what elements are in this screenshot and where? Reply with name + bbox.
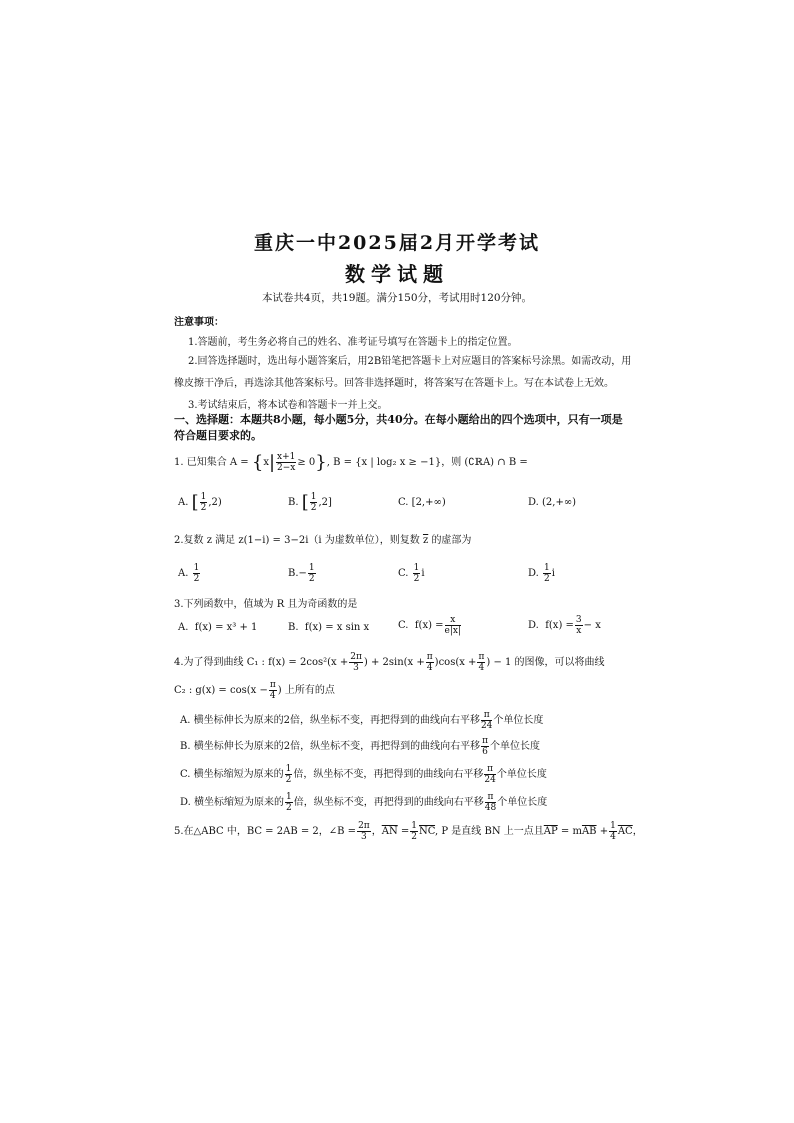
question-3: 3.下列函数中，值域为 R 且为奇函数的是 <box>174 599 358 610</box>
notice-3: 3.考试结束后，将本试卷和答题卡一并上交。 <box>188 400 388 411</box>
question-4-line2: C₂ : g(x) = cos(x − $\frac{\pi}{4}$ ) 上所有的点 <box>174 680 335 701</box>
q1-prefix: 1. 已知集合 A = <box>174 457 252 468</box>
q1-option-c[interactable]: C. [2,+∞) <box>398 497 446 508</box>
q1-seta-var: x <box>263 457 269 468</box>
notice-heading: 注意事项： <box>174 317 224 328</box>
q2-option-b[interactable]: B.− $\frac{1}{2}$ <box>288 563 315 584</box>
question-5: 5.在△ABC 中，BC = 2AB = 2，∠B = $\frac{2\pi}{3}$ ，$\overline{AN}$ = $\frac{1}{2}$ $\overline{NC}$, P 是直线 BN 上一点且$\overline{AP} = m\overline{AB}$ + $\frac{1}{4}$ $\overline{AC}$， <box>174 821 643 842</box>
q3-option-b[interactable]: B. f(x) = x sin x <box>288 622 370 633</box>
question-4-line1: 4.为了得到曲线 C₁ : f(x) = 2cos²(x + $\frac{2\pi}{3}$ ) + 2sin(x + $\frac{\pi}{4}$ )cos(x + $\frac{\pi}{4}$ ) − 1 的图像，可以将曲线 <box>174 652 605 673</box>
question-2: 2.复数 z 满足 z(1−i) = 3−2i（i 为虚数单位），则复数 $\overline{z}$ 的虚部为 <box>174 535 472 546</box>
q3-option-c[interactable]: C. f(x) = $\frac{x}{e|x|}$ <box>398 615 462 636</box>
q1-option-b[interactable]: B. [ $\frac{1}{2}$ ,2] <box>288 492 332 513</box>
section-heading: 一、选择题：本题共8小题，每小题5分，共40分。在每小题给出的四个选项中，只有一项是符合题目要求的。 <box>174 413 623 442</box>
q1-seta-fraction: $\frac{x+1}{2-x}$ <box>277 452 296 473</box>
q1-setb: , B = {x | log₂ x ≥ −1}，则 (∁ℝA) ∩ B = <box>326 457 528 468</box>
question-1: 1. 已知集合 A = {x| $\frac{x+1}{2-x}$ ≥ 0}, B = {x | log₂ x ≥ −1}，则 (∁ℝA) ∩ B = <box>174 452 528 473</box>
q2-option-c[interactable]: C. $\frac{1}{2}$ i <box>398 563 425 584</box>
q1-seta-cond: ≥ 0 <box>297 457 316 468</box>
q1-option-d[interactable]: D. (2,+∞) <box>528 497 577 508</box>
q4-option-a[interactable]: A. 横坐标伸长为原来的2倍，纵坐标不变，再把得到的曲线向右平移 $\frac{\pi}{24}$ 个单位长度 <box>180 710 544 731</box>
exam-title: 重庆一中2025届2月开学考试 <box>253 232 541 254</box>
notice-1: 1.答题前，考生务必将自己的姓名、准考证号填写在答题卡上的指定位置。 <box>188 337 518 348</box>
exam-info: 本试卷共4页，共19题。满分150分，考试用时120分钟。 <box>261 292 533 304</box>
q3-option-d[interactable]: D. f(x) = $\frac{3}{x}$ − x <box>528 615 601 636</box>
q3-option-a[interactable]: A. f(x) = x³ + 1 <box>178 622 258 633</box>
q4-option-c[interactable]: C. 横坐标缩短为原来的 $\frac{1}{2}$ 倍，纵坐标不变，再把得到的曲线向右平移 $\frac{\pi}{24}$ 个单位长度 <box>180 764 547 785</box>
q4-option-d[interactable]: D. 横坐标缩短为原来的 $\frac{1}{2}$ 倍，纵坐标不变，再把得到的曲线向右平移 $\frac{\pi}{48}$ 个单位长度 <box>180 792 548 813</box>
q4-option-b[interactable]: B. 横坐标伸长为原来的2倍，纵坐标不变，再把得到的曲线向右平移 $\frac{\pi}{6}$ 个单位长度 <box>180 736 540 757</box>
q1-option-a[interactable]: A. [ $\frac{1}{2}$ ,2) <box>178 492 222 513</box>
q2-option-d[interactable]: D. $\frac{1}{2}$ i <box>528 563 555 584</box>
notice-2-line2: 橡皮擦干净后，再选涂其他答案标号。回答非选择题时，将答案写在答题卡上。写在本试卷上无效。 <box>174 378 614 389</box>
subject-title: 数学试题 <box>345 262 449 286</box>
q2-option-a[interactable]: A. $\frac{1}{2}$ <box>178 563 200 584</box>
notice-2-line1: 2.回答选择题时，选出每小题答案后，用2B铅笔把答题卡上对应题目的答案标号涂黑。如需改动，用 <box>188 356 632 367</box>
